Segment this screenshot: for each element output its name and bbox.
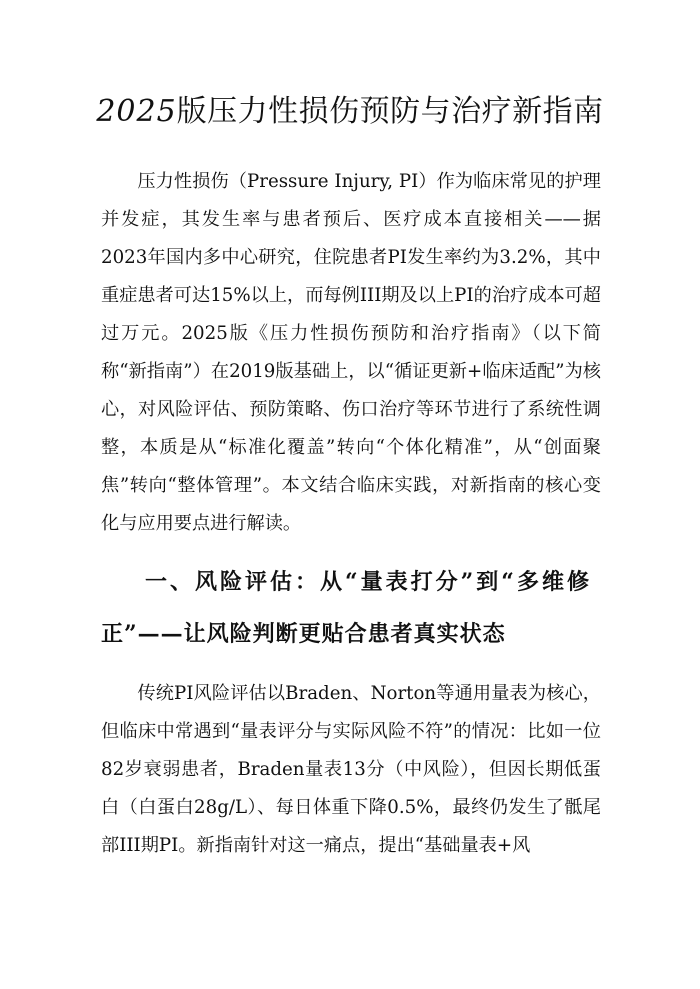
section-heading-line-2: 正”——让风险判断更贴合患者真实状态	[101, 621, 506, 647]
title-text: 版压力性损伤预防与治疗新指南	[176, 94, 604, 129]
intro-paragraph: 压力性损伤（Pressure Injury, PI）作为临床常见的护理并发症，其发生率与患者预后、医疗成本直接相关——据2023年国内多中心研究，住院患者PI发生率约为3.2%，其中重症患者可达15%以上，而每例III期及以上PI的治疗成本可超过万元。2025版《压力性损伤预防和治疗指南》（以下简称“新指南”）在2019版基础上，以“循证更新+临床适配”为核心，对风险评估、预防策略、伤口治疗等环节进行了系统性调整，本质是从“标准化覆盖”转向“个体化精准”，从“创面聚焦”转向“整体管理”。本文结合临床实践，对新指南的核心变化与应用要点进行解读。	[101, 171, 601, 534]
section-heading	[101, 556, 601, 660]
section-heading-line-1: 一、风险评估：从“量表打分”到“多维修	[145, 569, 592, 595]
section-paragraph: 传统PI风险评估以Braden、Norton等通用量表为核心，但临床中常遇到“量表评分与实际风险不符”的情况：比如一位82岁衰弱患者，Braden量表13分（中风险），但因长期低蛋白（白蛋白28g/L）、每日体重下降0.5%，最终仍发生了骶尾部III期PI。新指南针对这一痛点，提出“基础量表+风	[101, 683, 601, 856]
document-title	[0, 92, 700, 132]
title-year: 2025	[96, 94, 177, 129]
